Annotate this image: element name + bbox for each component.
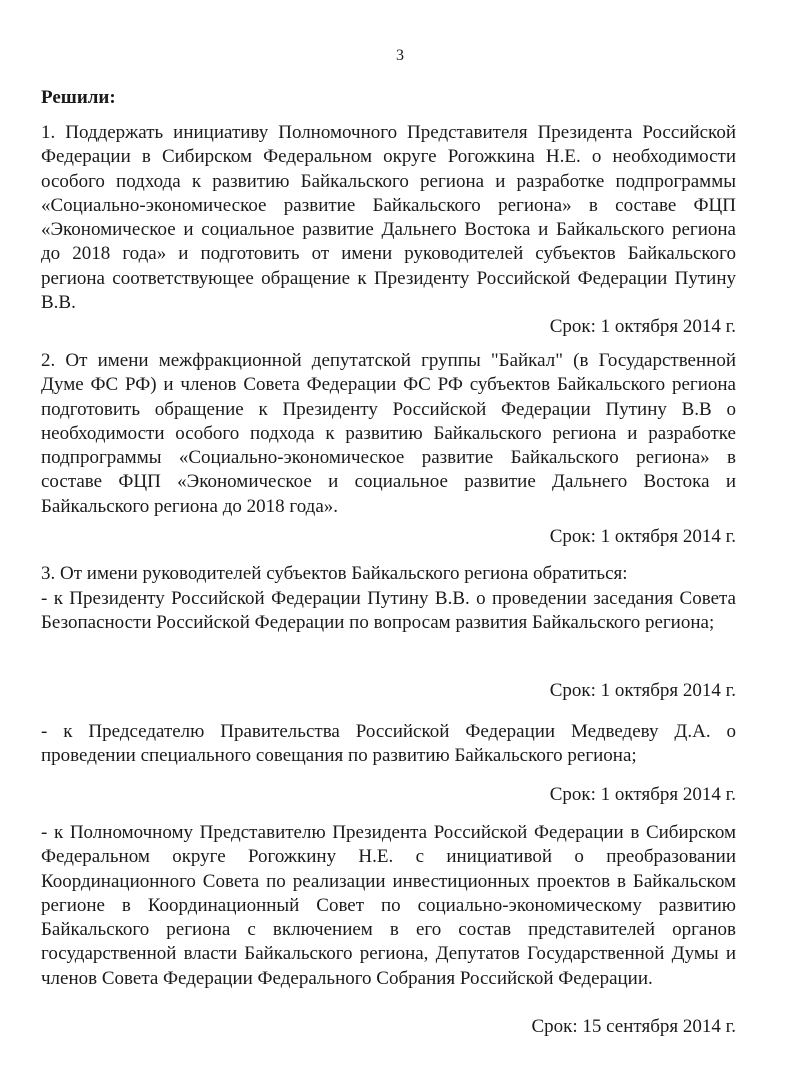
deadline-3b: Срок: 1 октября 2014 г. [549, 784, 736, 805]
page-number: 3 [396, 47, 404, 64]
decision-item-3b: - к Председателю Правительства Российской Федерации Медведеву Д.А. о проведении специального совещания по развитию Байкальского региона; [41, 721, 736, 767]
decision-item-2: 2. От имени межфракционной депутатской группы "Байкал" (в Государственной Думе ФС РФ) и членов Совета Федерации ФС РФ субъектов Байкальского региона подготовить обращение к Президенту Российской Федерации Путину В.В о необходимости особого подхода к развитию Байкальского региона и разработке подпрограммы «Социально-экономическое развитие Байкальского региона» в составе ФЦП «Экономическое и социальное развитие Дальнего Востока и Байкальского региона до 2018 года». [41, 350, 736, 517]
decision-item-3c: - к Полномочному Представителю Президента Российской Федерации в Сибирском Федеральном округе Рогожкину Н.Е. с инициативой о преобразовании Координационного Совета по реализации инвестиционных проектов в Байкальском регионе в Координационный Совет по социально-экономическому развитию Байкальского региона с включением в его состав представителей органов государственной власти Байкальского региона, Депутатов Государственной Думы и членов Совета Федерации Федерального Собрания Российской Федерации. [41, 822, 736, 989]
deadline-1: Срок: 1 октября 2014 г. [549, 316, 736, 337]
decision-item-1: 1. Поддержать инициативу Полномочного Представителя Президента Российской Федерации в Сибирском Федеральном округе Рогожкина Н.Е. о необходимости особого подхода к развитию Байкальского региона и разработке подпрограммы «Социально-экономическое развитие Байкальского региона» в составе ФЦП «Экономическое и социальное развитие Дальнего Востока и Байкальского региона до 2018 года» и подготовить от имени руководителей субъектов Байкальского региона соответствующее обращение к Президенту Российской Федерации Путину В.В. [41, 122, 736, 314]
decision-item-3a: - к Президенту Российской Федерации Путину В.В. о проведении заседания Совета Безопасности Российской Федерации по вопросам развития Байкальского региона; [41, 588, 736, 634]
decision-item-3-intro: 3. От имени руководителей субъектов Байкальского региона обратиться: [41, 563, 628, 584]
deadline-3c: Срок: 15 сентября 2014 г. [531, 1016, 736, 1037]
decision-heading: Решили: [41, 87, 116, 108]
deadline-3a: Срок: 1 октября 2014 г. [549, 680, 736, 701]
deadline-2: Срок: 1 октября 2014 г. [549, 526, 736, 547]
